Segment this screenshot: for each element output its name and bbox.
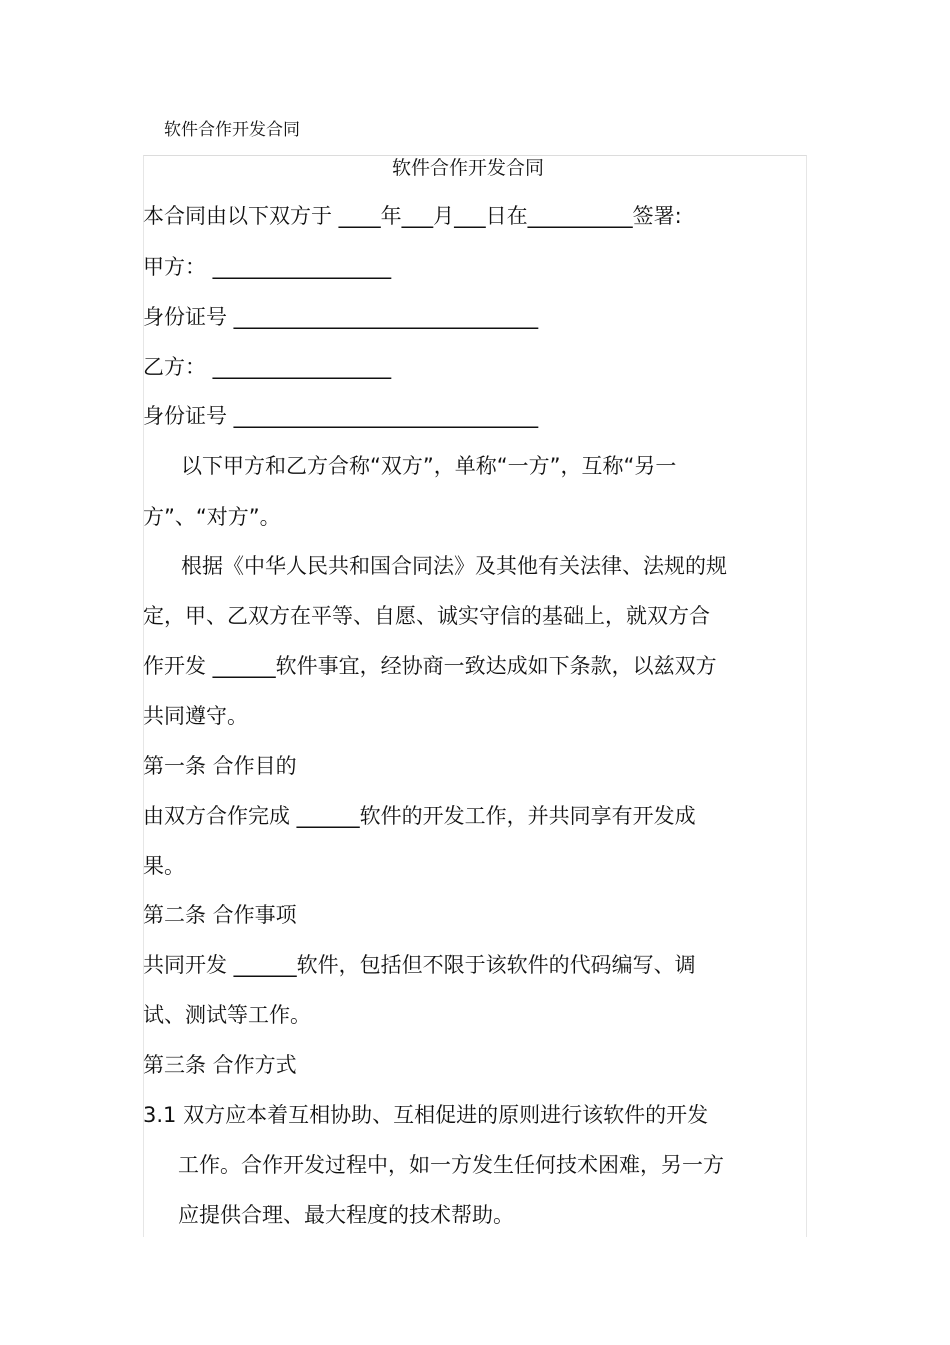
legal-basis-line-3: 作开发 ______软件事宜，经协商一致达成如下条款，以兹双方: [143, 654, 717, 678]
article-3-heading: 第三条 合作方式: [143, 1053, 297, 1077]
article-2-body-line-2: 试、测试等工作。: [143, 1003, 311, 1027]
legal-basis-line-2: 定，甲、乙双方在平等、自愿、诚实守信的基础上，就双方合: [143, 604, 710, 628]
clause-3-1-line-1: 3.1 双方应本着互相协助、互相促进的原则进行该软件的开发: [143, 1103, 709, 1127]
parties-definition-line-2: 方”、“对方”。: [143, 505, 281, 529]
article-2-body-line-1: 共同开发 ______软件，包括但不限于该软件的代码编写、调: [143, 953, 696, 977]
party-b-line: 乙方： _________________: [143, 355, 392, 379]
clause-3-1-line-3: 应提供合理、最大程度的技术帮助。: [178, 1203, 514, 1227]
clause-3-1-line-2: 工作。合作开发过程中，如一方发生任何技术困难，另一方: [178, 1153, 724, 1177]
header-running-title: 软件合作开发合同: [164, 120, 300, 140]
document-title: 软件合作开发合同: [391, 157, 544, 179]
party-a-id-line: 身份证号 _____________________________: [143, 305, 539, 329]
article-1-body-line-2: 果。: [143, 854, 185, 878]
article-1-body-line-1: 由双方合作完成 ______软件的开发工作，并共同享有开发成: [143, 804, 696, 828]
party-a-line: 甲方： _________________: [143, 255, 392, 279]
article-2-heading: 第二条 合作事项: [143, 903, 297, 927]
legal-basis-line-1: 根据《中华人民共和国合同法》及其他有关法律、法规的规: [181, 554, 727, 578]
legal-basis-line-4: 共同遵守。: [143, 704, 248, 728]
party-b-id-line: 身份证号 _____________________________: [143, 404, 539, 428]
signing-date-place-line: 本合同由以下双方于 ____年___月___日在__________签署:: [143, 204, 682, 228]
article-1-heading: 第一条 合作目的: [143, 754, 297, 778]
parties-definition-line-1: 以下甲方和乙方合称“双方”，单称“一方”，互称“另一: [181, 454, 677, 478]
